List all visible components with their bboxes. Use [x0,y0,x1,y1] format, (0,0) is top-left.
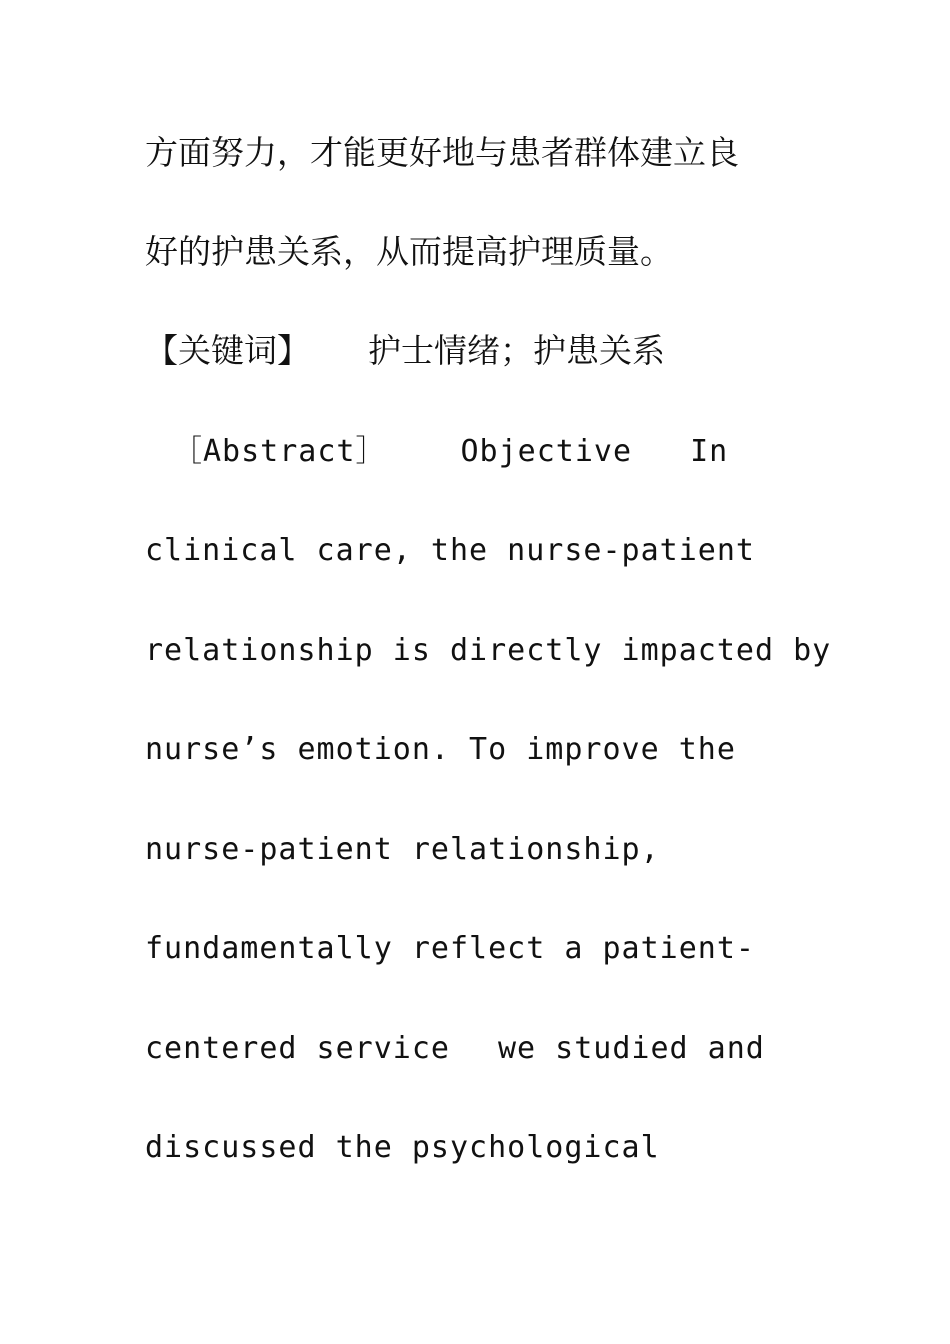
text-line-2: 好的护患关系，从而提高护理质量。 [145,232,673,271]
text-line-1: 方面努力，才能更好地与患者群体建立良 [145,133,739,172]
keywords-line [145,331,665,371]
text-line-5: clinical care, the nurse-patient [145,533,755,568]
text-line-10 [145,1029,765,1069]
keywords-text: 护士情绪；护患关系 [368,331,665,370]
abstract-heading-line [172,432,728,472]
text-line-11: discussed the psychological [145,1130,660,1165]
abstract-in: In [690,434,729,469]
abstract-objective: Objective [460,434,633,469]
text-line-8: nurse-patient relationship, [145,832,660,867]
text-line-9: fundamentally reflect a patient- [145,931,755,966]
text-line-10-part-a: centered service [145,1031,450,1066]
text-line-6: relationship is directly impacted by [145,633,832,668]
text-line-10-part-b: we studied and [497,1031,765,1066]
text-line-7: nurse’s emotion. To improve the [145,732,736,767]
abstract-label: ［Abstract］ [172,434,387,469]
keywords-label: 【关键词】 [145,331,310,370]
